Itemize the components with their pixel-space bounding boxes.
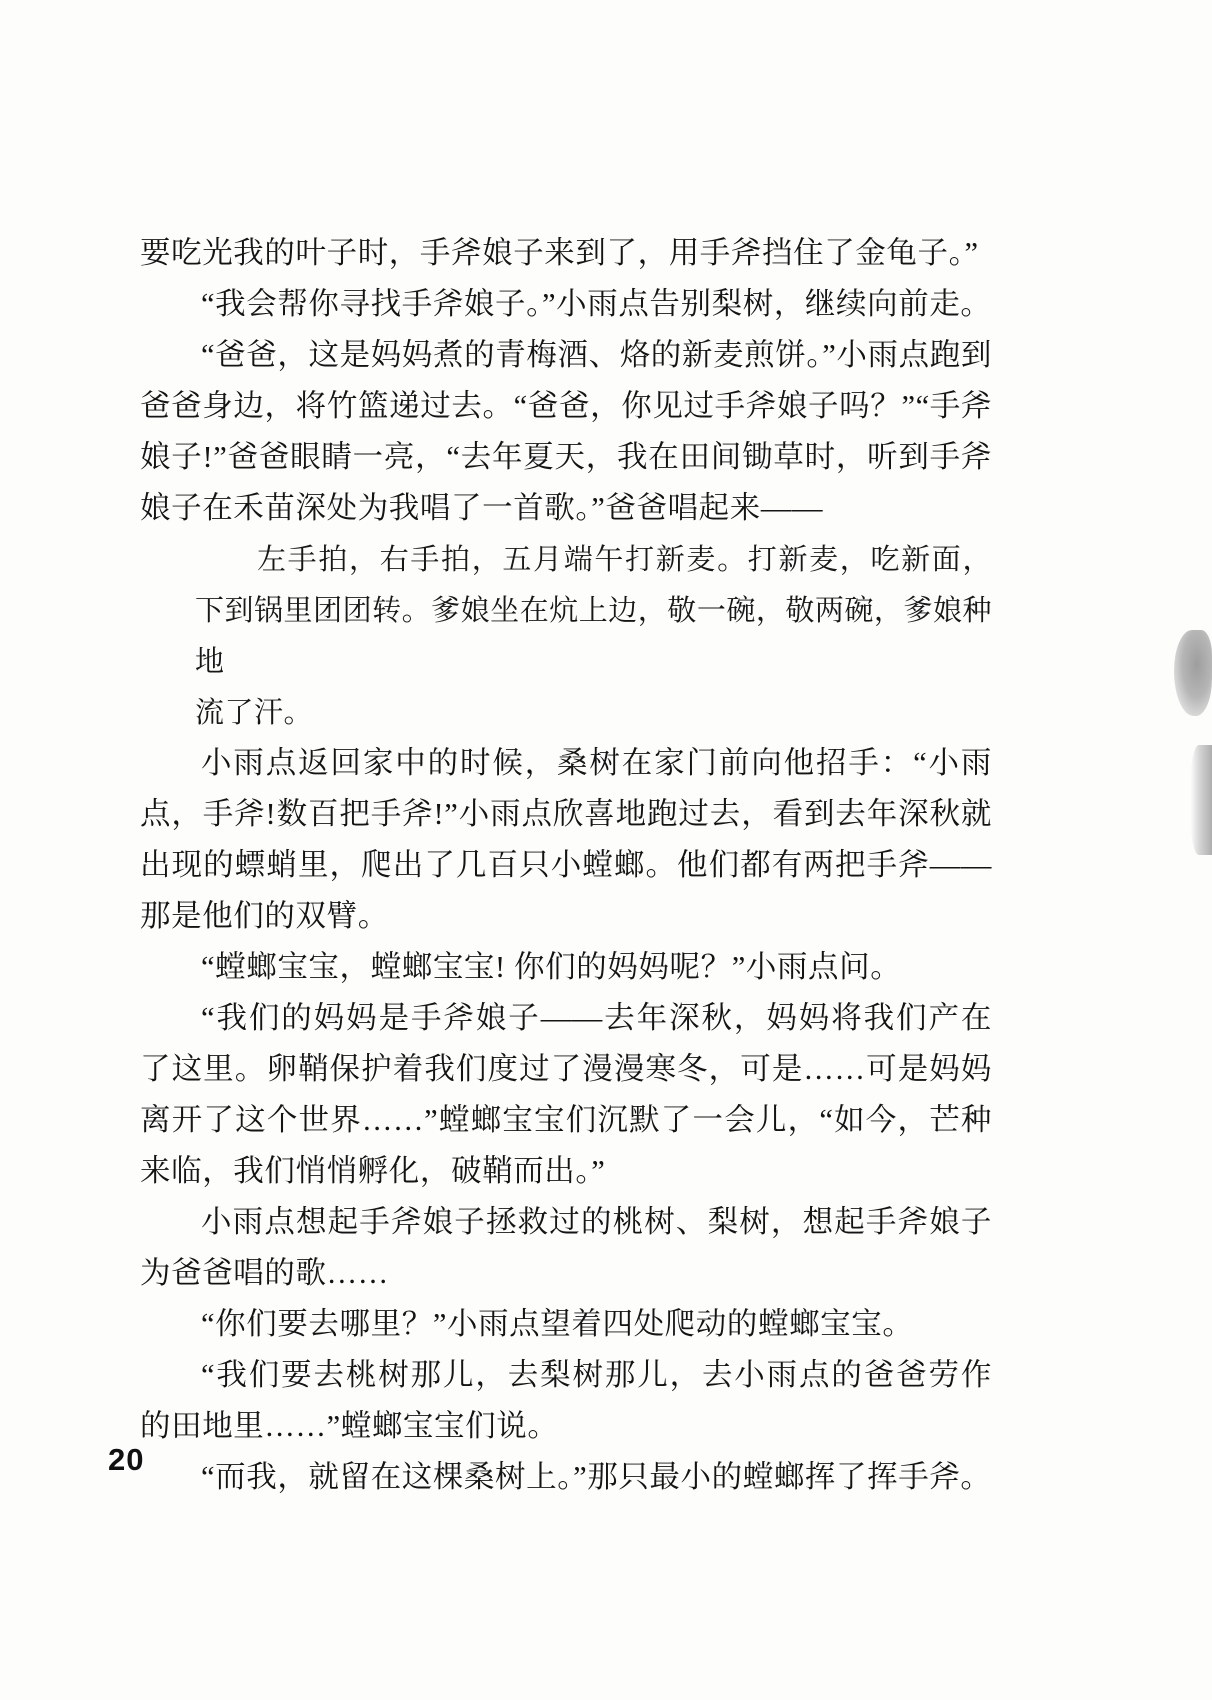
- paragraph: “你们要去哪里？”小雨点望着四处爬动的螳螂宝宝。: [201, 1307, 914, 1341]
- paragraph: “我们的妈妈是手斧娘子——去年深秋，妈妈将我们产在了这里。卵鞘保护着我们度过了漫漫寒冬，可是……可是妈妈离开了这个世界……”螳螂宝宝们沉默了一会儿，“如今，芒种来临，我们悄悄孵化，破鞘而出。”: [140, 1001, 992, 1188]
- paragraph: “我们要去桃树那儿，去梨树那儿，去小雨点的爸爸劳作的田地里……”螳螂宝宝们说。: [140, 1358, 992, 1443]
- paragraph: 小雨点返回家中的时候，桑树在家门前向他招手：“小雨点，手斧!数百把手斧!”小雨点欣喜地跑过去，看到去年深秋就出现的螵蛸里，爬出了几百只小螳螂。他们都有两把手斧——那是他们的双臂。: [140, 746, 992, 933]
- paragraph: 小雨点想起手斧娘子拯救过的桃树、梨树，想起手斧娘子为爸爸唱的歌……: [140, 1205, 992, 1290]
- page-number: 20: [108, 1442, 145, 1477]
- verse-line-1: 左手拍，右手拍，五月端午打新麦。打新麦，吃新面，下到锅里团团转。爹娘坐在炕上边，敬一碗，敬两碗，爹娘种地: [195, 542, 992, 678]
- verse-line-2: 流了汗。: [195, 695, 314, 729]
- page-edge-shadow-icon: [1190, 745, 1212, 855]
- paragraph: 要吃光我的叶子时，手斧娘子来到了，用手斧挡住了金龟子。”: [140, 236, 979, 270]
- song-verse: [140, 534, 992, 738]
- paragraph: “爸爸，这是妈妈煮的青梅酒、烙的新麦煎饼。”小雨点跑到爸爸身边，将竹篮递过去。“爸爸，你见过手斧娘子吗？”“手斧娘子!”爸爸眼睛一亮，“去年夏天，我在田间锄草时，听到手斧娘子在禾苗深处为我唱了一首歌。”爸爸唱起来——: [140, 338, 992, 525]
- paragraph: “螳螂宝宝，螳螂宝宝! 你们的妈妈呢？”小雨点问。: [201, 950, 902, 984]
- paragraph: “而我，就留在这棵桑树上。”那只最小的螳螂挥了挥手斧。: [201, 1460, 992, 1494]
- paragraph: “我会帮你寻找手斧娘子。”小雨点告别梨树，继续向前走。: [201, 287, 992, 321]
- body-text: [140, 228, 992, 1503]
- page-edge-smudge-icon: [1174, 630, 1212, 716]
